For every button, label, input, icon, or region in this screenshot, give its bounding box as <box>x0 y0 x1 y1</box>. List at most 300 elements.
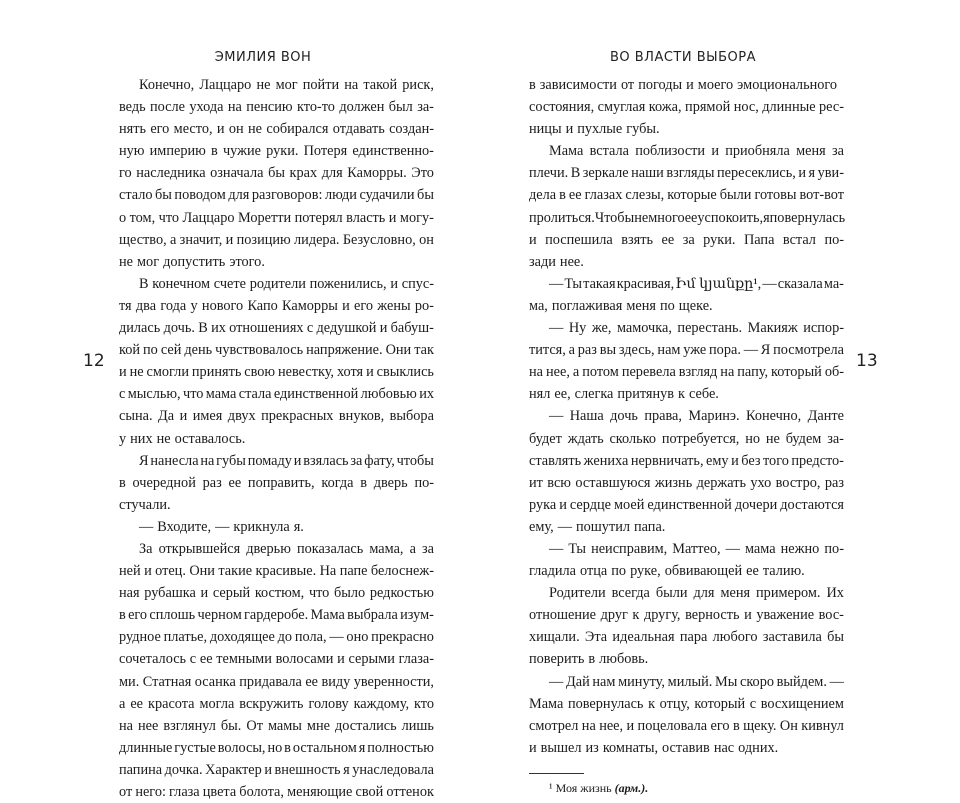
word: день <box>184 342 213 359</box>
word: — <box>549 540 564 557</box>
word: жизнь <box>654 474 693 491</box>
word: держать <box>696 474 746 491</box>
word: Ну <box>568 320 587 337</box>
word: волосы, <box>217 739 266 756</box>
word: востро, <box>775 474 821 491</box>
word: я <box>343 761 350 778</box>
word: щество, <box>119 231 167 248</box>
word: который <box>771 364 822 381</box>
word: — <box>762 275 777 292</box>
word: меня <box>796 143 826 160</box>
word: отношение <box>529 607 597 624</box>
word: были <box>655 585 688 602</box>
word: стало <box>119 187 153 204</box>
word: заставила <box>762 629 822 646</box>
word: о <box>119 209 127 226</box>
word: обвивающей <box>664 563 743 580</box>
text-line <box>119 229 434 251</box>
word: дела <box>529 187 557 204</box>
word: — <box>549 275 564 292</box>
right-page-lines <box>529 74 844 759</box>
word: и <box>342 297 350 314</box>
word: зади <box>529 253 556 270</box>
word: которые <box>667 187 717 204</box>
text-line <box>119 671 434 693</box>
word: за <box>350 452 363 469</box>
word: уви- <box>817 165 844 182</box>
word: жениха <box>583 452 629 469</box>
word: и <box>379 320 388 337</box>
word: и <box>225 231 234 248</box>
text-line <box>529 361 844 383</box>
word: и <box>731 452 739 469</box>
word: ее <box>130 695 144 712</box>
word: смуглая <box>597 99 646 116</box>
word: крикнула <box>233 518 290 535</box>
word: могу- <box>399 209 434 226</box>
word: — <box>549 320 564 337</box>
word: фату, <box>364 452 395 469</box>
word: редкостью <box>369 585 434 602</box>
word: из <box>585 739 599 756</box>
word: ее <box>568 187 582 204</box>
text-line <box>119 516 434 538</box>
word: года <box>160 297 187 314</box>
word: в <box>119 607 126 624</box>
word: цвета <box>202 784 237 800</box>
word: В <box>570 165 581 182</box>
text-line <box>119 737 434 759</box>
word: Он <box>779 717 798 734</box>
footnote-rule <box>529 773 584 774</box>
word: друг <box>600 607 628 624</box>
word: в <box>588 651 596 668</box>
word: судачили <box>359 187 415 204</box>
word: его <box>710 717 730 734</box>
word: ит <box>529 474 543 491</box>
word: ро- <box>414 297 434 314</box>
word: мама, <box>369 540 404 557</box>
word: нять <box>119 121 146 138</box>
word: за <box>422 540 434 557</box>
word: милый. <box>667 673 713 690</box>
word: Лаццаро <box>182 209 235 226</box>
text-line <box>119 383 434 405</box>
word: взялась <box>303 452 349 469</box>
word: был <box>388 99 413 116</box>
text-line <box>119 96 434 118</box>
text-line <box>119 184 434 206</box>
word: поцеловала <box>637 717 708 734</box>
word: темными <box>216 651 272 668</box>
word: того <box>763 452 789 469</box>
word: раз <box>202 474 222 491</box>
word: красивая, <box>616 275 675 292</box>
word: дверь <box>373 474 408 491</box>
word: и <box>390 275 398 292</box>
word: на <box>720 364 735 381</box>
word: напряжение. <box>306 342 383 359</box>
word: Конечно, <box>139 77 195 93</box>
word: пошутил <box>575 518 630 535</box>
word: моей <box>614 496 645 513</box>
word: от <box>119 784 133 800</box>
word: В <box>198 320 208 337</box>
word: на <box>581 717 596 734</box>
word: означала <box>210 165 264 182</box>
text-line <box>119 781 434 803</box>
word: го <box>119 165 132 182</box>
word: сей <box>160 342 182 359</box>
word: бы. <box>220 717 242 734</box>
word: и <box>293 452 302 469</box>
word: дилась <box>119 320 161 337</box>
word: изум- <box>400 607 434 624</box>
word: же, <box>591 320 612 337</box>
word: Это <box>411 165 434 182</box>
word: Статная <box>142 673 192 690</box>
word: допустить <box>163 253 226 270</box>
word: руке, <box>630 563 661 580</box>
word: на <box>529 364 543 381</box>
text-line <box>529 626 844 648</box>
word: уверенности, <box>353 673 434 690</box>
word: от <box>620 77 635 93</box>
word: — <box>329 629 344 646</box>
word: и <box>144 563 152 580</box>
word: плечи. <box>529 165 569 182</box>
word: прекрасных <box>261 408 334 425</box>
word: мыслью, <box>127 386 181 403</box>
word: серый <box>212 585 251 602</box>
left-page-text <box>119 74 434 803</box>
word: себе. <box>689 386 719 403</box>
text-line <box>119 693 434 715</box>
word: два <box>135 297 157 314</box>
text-line <box>119 361 434 383</box>
word: притянув <box>617 386 675 403</box>
word: и <box>200 585 209 602</box>
word: будет <box>529 430 562 447</box>
word: Капо <box>247 297 278 314</box>
word: крах <box>289 165 318 182</box>
word: в <box>119 474 126 491</box>
word: ему <box>706 452 729 469</box>
word: Папа <box>743 231 775 248</box>
word: поспешила <box>545 231 613 248</box>
text-line <box>529 538 844 560</box>
word: дверью <box>246 540 291 557</box>
word: ную <box>119 143 145 160</box>
word: придавала <box>239 673 302 690</box>
word: рука <box>529 496 557 513</box>
word: губы. <box>626 121 660 138</box>
word: и <box>366 364 374 381</box>
text-line <box>529 582 844 604</box>
word: очередной <box>132 474 196 491</box>
word: слезы, <box>625 187 665 204</box>
word: отцу, <box>659 695 690 712</box>
word: пересеклись, <box>716 165 796 182</box>
word: Да <box>158 408 175 425</box>
word: собирался <box>266 121 329 138</box>
word: примером. <box>756 585 821 602</box>
word: доходящее <box>209 629 275 646</box>
word: оставалось. <box>174 430 246 447</box>
word: костюм, <box>254 585 305 602</box>
word: хотя <box>336 364 364 381</box>
word: уважение <box>756 607 815 624</box>
footnote <box>529 780 844 796</box>
word: что <box>183 386 204 403</box>
word: приобняла <box>725 143 790 160</box>
word: оно <box>346 629 369 646</box>
word: в <box>284 739 291 756</box>
word: — <box>557 518 572 535</box>
word: сочеталось <box>119 651 187 668</box>
word: достаются <box>780 496 844 513</box>
word: ми. <box>119 673 140 690</box>
word: что <box>308 585 330 602</box>
word: создан- <box>389 121 434 138</box>
word: власть <box>346 209 386 226</box>
word: отца <box>580 563 608 580</box>
word: ная <box>119 585 140 602</box>
word: родители <box>249 275 306 292</box>
word: готовы <box>754 187 797 204</box>
word: поводом <box>174 187 226 204</box>
word: разговоров: <box>251 187 323 204</box>
text-line <box>529 74 844 96</box>
word: отношениях <box>229 320 304 337</box>
word: Эта <box>584 629 608 646</box>
word: посмотрела <box>773 342 844 359</box>
word: стучали. <box>119 496 171 513</box>
word: От <box>246 717 263 734</box>
word: — <box>725 540 740 557</box>
word: имея <box>192 408 223 425</box>
word: он <box>228 121 244 138</box>
text-line <box>529 207 844 229</box>
word: по- <box>824 540 844 557</box>
word: меня <box>626 297 656 314</box>
word: свой <box>355 784 384 800</box>
word: бы <box>417 187 434 204</box>
word: Моретти <box>238 209 292 226</box>
word: могла <box>199 695 235 712</box>
word: ухо <box>750 474 772 491</box>
word: ведь <box>119 99 146 116</box>
word: а <box>409 540 416 557</box>
word: не <box>156 430 171 447</box>
word: бы <box>827 629 844 646</box>
word: руки. <box>266 143 299 160</box>
word: их <box>211 320 226 337</box>
word: риск, <box>402 77 434 93</box>
word: права, <box>644 408 682 425</box>
word: них <box>130 430 153 447</box>
word: Они <box>385 342 412 359</box>
word: осанка <box>194 673 236 690</box>
word: здесь, <box>618 342 655 359</box>
word: ее <box>199 651 213 668</box>
word: кой <box>119 342 141 359</box>
word: Ты <box>568 540 586 557</box>
word: испор- <box>803 320 844 337</box>
word: восхищением <box>760 695 844 712</box>
text-line <box>119 162 434 184</box>
word: Маттео, <box>672 540 721 557</box>
word: для <box>321 165 343 182</box>
word: свою <box>244 364 276 381</box>
word: двух <box>227 408 256 425</box>
word: кто <box>414 695 434 712</box>
word: бы <box>155 187 172 204</box>
word: пролиться. <box>529 209 595 226</box>
word: пара <box>679 629 708 646</box>
text-line <box>529 405 844 427</box>
word: по- <box>414 474 434 491</box>
word: отдавать <box>332 121 385 138</box>
word: Ты <box>564 275 583 292</box>
word: полностью <box>367 739 434 756</box>
word: ставлять <box>529 452 582 469</box>
word: поверить <box>529 651 585 668</box>
word: тится, <box>529 342 566 359</box>
word: зависимости <box>539 77 617 93</box>
word: скоро <box>739 673 774 690</box>
word: ма- <box>823 275 844 292</box>
word: счете <box>213 275 246 292</box>
word: густые <box>174 739 216 756</box>
word: с <box>119 386 126 403</box>
text-line <box>119 450 434 472</box>
word: состояния, <box>529 99 595 116</box>
word: поблизости <box>635 143 706 160</box>
word: зеркале <box>582 165 629 182</box>
word: и <box>179 408 188 425</box>
word: мама <box>744 540 776 557</box>
text-line <box>119 560 434 582</box>
word: Чтобы <box>594 209 635 226</box>
word: их <box>419 386 434 403</box>
word: к <box>632 607 640 624</box>
word: люди <box>324 187 357 204</box>
word: единственной <box>647 496 732 513</box>
word: смогли <box>146 364 189 381</box>
word: неисправим, <box>591 540 668 557</box>
word: стала <box>238 386 272 403</box>
word: на <box>200 452 215 469</box>
text-line <box>119 251 434 273</box>
word: не <box>248 121 263 138</box>
word: и <box>337 651 345 668</box>
word: — <box>549 673 564 690</box>
text-line <box>119 74 434 96</box>
word: рудное <box>119 629 161 646</box>
word: чувствовалось <box>215 342 304 359</box>
word: болота, <box>239 784 284 800</box>
word: дочь <box>610 408 638 425</box>
text-line <box>119 715 434 737</box>
text-line <box>529 229 844 251</box>
word: нос, <box>733 99 759 116</box>
word: за <box>682 231 695 248</box>
word: выбора <box>389 408 434 425</box>
word: взгляды <box>666 165 715 182</box>
text-line <box>119 626 434 648</box>
word: мне <box>306 717 330 734</box>
word: ждать <box>567 430 604 447</box>
word: — <box>549 408 564 425</box>
word: бабуш- <box>390 320 434 337</box>
right-page-text <box>529 74 844 796</box>
word: не <box>765 430 780 447</box>
word: поглаживая <box>551 297 623 314</box>
word: для <box>693 585 715 602</box>
word: — <box>139 518 154 535</box>
word: Потеря <box>303 143 348 160</box>
text-line <box>119 405 434 427</box>
word: уже <box>683 342 707 359</box>
word: я <box>763 209 770 226</box>
word: единственной <box>273 386 359 403</box>
word: спус- <box>401 275 434 292</box>
word: дедушкой <box>316 320 377 337</box>
word: моего <box>697 77 734 93</box>
word: Лаццаро <box>199 77 252 93</box>
word: талию. <box>762 563 805 580</box>
word: унаследовала <box>352 761 434 778</box>
word: который <box>694 695 746 712</box>
word: в <box>211 143 218 160</box>
word: встал <box>782 231 816 248</box>
word: единственно- <box>352 143 434 160</box>
word: помаду <box>247 452 292 469</box>
word: по <box>143 342 158 359</box>
word: не <box>256 77 271 93</box>
word: оставшуюся <box>575 474 651 491</box>
word: после <box>150 99 185 116</box>
word: платье, <box>163 629 208 646</box>
word: потерял <box>294 209 343 226</box>
word: до <box>277 629 293 646</box>
word: Я <box>139 452 149 469</box>
text-line <box>529 671 844 693</box>
word: перевела <box>621 364 676 381</box>
word: — <box>829 673 844 690</box>
word: отец. <box>155 563 186 580</box>
word: по <box>659 297 675 314</box>
word: поправить, <box>247 474 315 491</box>
word: Наша <box>569 408 604 425</box>
text-line <box>529 494 844 516</box>
page-number-left: 12 <box>83 351 105 371</box>
footnote-note: (арм.). <box>614 780 649 795</box>
word: виду <box>321 673 351 690</box>
word: я <box>808 165 816 182</box>
word: предсто- <box>791 452 844 469</box>
word: ее <box>661 231 675 248</box>
running-head-left: ЭМИЛИЯ ВОН <box>214 50 312 65</box>
text-line <box>529 295 844 317</box>
word: лишь <box>401 717 434 734</box>
word: папа. <box>633 518 666 535</box>
word: щеке. <box>678 297 713 314</box>
text-line <box>529 516 844 538</box>
word: за- <box>417 99 434 116</box>
word: тя <box>119 297 132 314</box>
